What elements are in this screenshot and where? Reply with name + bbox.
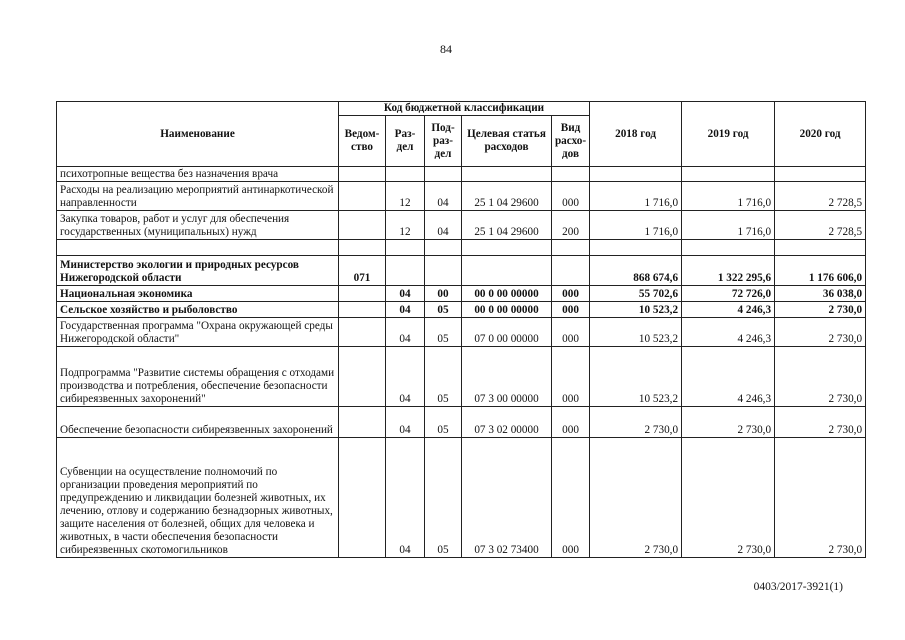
document-code: 0403/2017-3921(1)	[753, 581, 843, 593]
row-y2019: 4 246,3	[682, 347, 775, 407]
row-type: 200	[552, 211, 590, 240]
row-section: 04	[386, 438, 425, 558]
row-name: Субвенции на осуществление полномочий по организации проведения мероприятий по предупреждению и ликвидации болезней животных, их лечению, отлову и содержанию безнадзорных животных, защите населения от болезней, общих для человека и животных, в части обеспечения безопасности сибиреязвенных скотомогильников	[57, 438, 339, 558]
row-y2020: 2 728,5	[775, 211, 866, 240]
row-section: 04	[386, 302, 425, 318]
table-row	[57, 438, 866, 558]
row-target: 25 1 04 29600	[462, 182, 552, 211]
row-y2019: 72 726,0	[682, 286, 775, 302]
row-y2018: 1 716,0	[590, 182, 682, 211]
row-dept	[339, 318, 386, 347]
row-y2018: 10 523,2	[590, 347, 682, 407]
row-target: 07 3 02 73400	[462, 438, 552, 558]
row-y2019: 4 246,3	[682, 318, 775, 347]
row-y2019	[682, 167, 775, 182]
row-type: 000	[552, 318, 590, 347]
row-subsection: 05	[425, 407, 462, 438]
row-subsection: 05	[425, 318, 462, 347]
row-name: Подпрограмма "Развитие системы обращения с отходами производства и потребления, обеспечение безопасности сибиреязвенных захоронений"	[57, 347, 339, 407]
row-type	[552, 240, 590, 256]
row-y2020	[775, 240, 866, 256]
table-row	[57, 211, 866, 240]
row-y2019: 4 246,3	[682, 302, 775, 318]
row-y2018: 55 702,6	[590, 286, 682, 302]
row-name: Национальная экономика	[57, 286, 339, 302]
row-name: Закупка товаров, работ и услуг для обеспечения государственных (муниципальных) нужд	[57, 211, 339, 240]
row-target: 07 0 00 00000	[462, 318, 552, 347]
row-target: 00 0 00 00000	[462, 286, 552, 302]
row-name: Расходы на реализацию мероприятий антинаркотической направленности	[57, 182, 339, 211]
header-target: Целевая статья расходов	[462, 116, 552, 167]
row-y2019: 1 716,0	[682, 211, 775, 240]
row-y2020: 1 176 606,0	[775, 256, 866, 286]
row-type	[552, 256, 590, 286]
row-y2020: 36 038,0	[775, 286, 866, 302]
row-y2018: 1 716,0	[590, 211, 682, 240]
row-dept: 071	[339, 256, 386, 286]
row-dept	[339, 347, 386, 407]
row-dept	[339, 240, 386, 256]
row-y2018: 868 674,6	[590, 256, 682, 286]
header-budget-code-group: Код бюджетной классификации	[339, 102, 590, 116]
row-dept	[339, 438, 386, 558]
header-section: Раз-дел	[386, 116, 425, 167]
row-target: 07 3 00 00000	[462, 347, 552, 407]
row-subsection	[425, 256, 462, 286]
row-y2019: 2 730,0	[682, 438, 775, 558]
row-y2018: 2 730,0	[590, 407, 682, 438]
row-subsection: 05	[425, 302, 462, 318]
table-row	[57, 407, 866, 438]
row-section	[386, 240, 425, 256]
row-y2018	[590, 240, 682, 256]
row-subsection: 04	[425, 211, 462, 240]
row-y2020: 2 730,0	[775, 318, 866, 347]
row-y2018: 10 523,2	[590, 318, 682, 347]
row-target: 00 0 00 00000	[462, 302, 552, 318]
table-row	[57, 318, 866, 347]
row-dept	[339, 302, 386, 318]
row-y2019: 2 730,0	[682, 407, 775, 438]
table-row-empty	[57, 240, 866, 256]
row-subsection	[425, 167, 462, 182]
row-subsection: 05	[425, 438, 462, 558]
row-y2020	[775, 167, 866, 182]
row-section: 04	[386, 347, 425, 407]
row-subsection: 04	[425, 182, 462, 211]
row-y2020: 2 730,0	[775, 407, 866, 438]
row-y2018: 2 730,0	[590, 438, 682, 558]
row-type: 000	[552, 347, 590, 407]
row-y2018: 10 523,2	[590, 302, 682, 318]
row-dept	[339, 407, 386, 438]
row-section: 04	[386, 407, 425, 438]
row-target	[462, 167, 552, 182]
page-number: 84	[440, 42, 452, 56]
header-year-2020: 2020 год	[775, 102, 866, 167]
row-dept	[339, 286, 386, 302]
row-section: 12	[386, 211, 425, 240]
row-target	[462, 256, 552, 286]
row-section: 12	[386, 182, 425, 211]
row-y2020: 2 730,0	[775, 302, 866, 318]
row-section: 04	[386, 318, 425, 347]
table-row	[57, 182, 866, 211]
row-y2019: 1 322 295,6	[682, 256, 775, 286]
header-name: Наименование	[57, 102, 339, 167]
row-name: Обеспечение безопасности сибиреязвенных захоронений	[57, 407, 339, 438]
row-y2020: 2 728,5	[775, 182, 866, 211]
budget-table	[56, 101, 866, 558]
table-row	[57, 167, 866, 182]
row-name	[57, 240, 339, 256]
header-dept: Ведом-ство	[339, 116, 386, 167]
row-type	[552, 167, 590, 182]
row-subsection: 05	[425, 347, 462, 407]
row-section	[386, 167, 425, 182]
row-name: Министерство экологии и природных ресурсов Нижегородской области	[57, 256, 339, 286]
row-y2020: 2 730,0	[775, 438, 866, 558]
header-subsection: Под-раз-дел	[425, 116, 462, 167]
header-year-2018: 2018 год	[590, 102, 682, 167]
row-subsection: 00	[425, 286, 462, 302]
row-section: 04	[386, 286, 425, 302]
row-target: 07 3 02 00000	[462, 407, 552, 438]
row-y2018	[590, 167, 682, 182]
row-name: Государственная программа "Охрана окружающей среды Нижегородской области"	[57, 318, 339, 347]
row-name: Сельское хозяйство и рыболовство	[57, 302, 339, 318]
row-y2019	[682, 240, 775, 256]
row-target: 25 1 04 29600	[462, 211, 552, 240]
row-type: 000	[552, 182, 590, 211]
row-dept	[339, 167, 386, 182]
row-subsection	[425, 240, 462, 256]
row-type: 000	[552, 286, 590, 302]
table-row	[57, 256, 866, 286]
row-type: 000	[552, 302, 590, 318]
row-section	[386, 256, 425, 286]
header-year-2019: 2019 год	[682, 102, 775, 167]
header-type: Вид расхо-дов	[552, 116, 590, 167]
row-dept	[339, 211, 386, 240]
table-row	[57, 347, 866, 407]
row-target	[462, 240, 552, 256]
row-y2020: 2 730,0	[775, 347, 866, 407]
row-dept	[339, 182, 386, 211]
table-row	[57, 286, 866, 302]
table-row	[57, 302, 866, 318]
row-name: психотропные вещества без назначения врача	[57, 167, 339, 182]
row-type: 000	[552, 407, 590, 438]
row-type: 000	[552, 438, 590, 558]
row-y2019: 1 716,0	[682, 182, 775, 211]
